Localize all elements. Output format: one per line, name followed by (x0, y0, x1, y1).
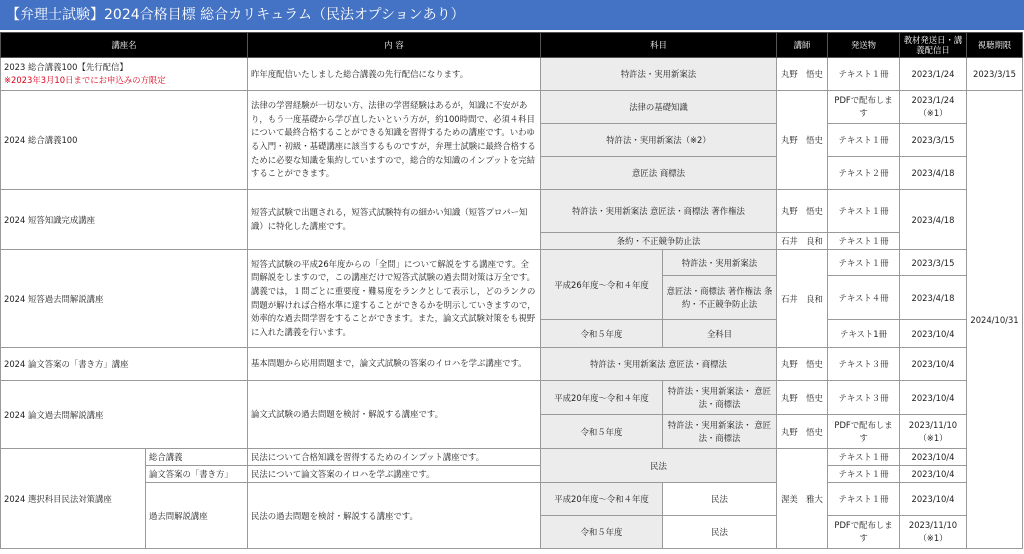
lecturer-cell: 石井 良和 (777, 250, 828, 348)
header-period: 視聴期限 (967, 33, 1023, 58)
material-cell: テキスト１冊 (828, 466, 900, 483)
period-cell: 2024/10/31 (967, 91, 1023, 549)
date-cell: 2023/1/24（※1） (900, 91, 967, 124)
course-description: 民法の過去問題を検討・解説する講座です。 (248, 483, 541, 549)
course-description: 基本問題から応用問題まで，論文式試験の答案のイロハを学ぶ講座です。 (248, 348, 541, 381)
curriculum-table (0, 32, 1023, 549)
course-name: 2024 選択科目民法対策講座 (1, 449, 146, 549)
sub-course-name: 過去問解説講座 (146, 483, 248, 549)
course-name: 2024 論文過去問解説講座 (1, 381, 248, 449)
material-cell: PDFで配布します (828, 91, 900, 124)
course-description: 民法について合格知識を習得するためのインプット講座です。 (248, 449, 541, 466)
material-cell: テキスト１冊 (828, 124, 900, 157)
course-description: 民法について論文答案のイロハを学ぶ講座です。 (248, 466, 541, 483)
material-cell: テキスト１冊 (828, 190, 900, 233)
subject-cell: 民法 (663, 516, 777, 549)
date-cell: 2023/3/15 (900, 250, 967, 276)
material-cell: テキスト１冊 (828, 483, 900, 516)
date-cell: 2023/10/4 (900, 348, 967, 381)
header-subject: 科目 (541, 33, 777, 58)
lecturer-cell: 丸野 悟史 (777, 190, 828, 233)
date-cell: 2023/10/4 (900, 381, 967, 415)
year-cell: 平成20年度～令和４年度 (541, 381, 663, 415)
sub-course-name: 総合講義 (146, 449, 248, 466)
header-lecturer: 講師 (777, 33, 828, 58)
material-cell: テキスト１冊 (828, 58, 900, 91)
date-cell: 2023/10/4 (900, 483, 967, 516)
material-cell: テキスト１冊 (828, 233, 900, 250)
course-description: 短答式試験の平成26年度からの「全問」について解説をする講座です。全問解説をしますので，この講座だけで短答式試験の過去問対策は万全です。講義では，１問ごとに重要度・難易度をランクとして表示し，どのランクの問題が解ければ合格水準に達することができるかを明示していきますので，効率的な過去問学習をすることができます。また，論文式試験対策をも視野に入れた講義を行います。 (248, 250, 541, 348)
subject-cell: 民法 (663, 483, 777, 516)
subject-cell: 法律の基礎知識 (541, 91, 777, 124)
course-name: 2024 論文答案の「書き方」講座 (1, 348, 248, 381)
lecturer-cell: 石井 良和 (777, 233, 828, 250)
course-description: 短答式試験で出題される，短答式試験特有の細かい知識（短答プロパー知識）に特化した講座です。 (248, 190, 541, 250)
date-cell: 2023/11/10（※1） (900, 516, 967, 549)
material-cell: PDFで配布します (828, 415, 900, 449)
course-description: 法律の学習経験が一切ない方、法律の学習経験はあるが，知識に不安があり，もう一度基礎から学び直したいという方が，約100時間で、必須４科目について最終合格することができる知識を習得するための講座です。いわゆる入門・初級・基礎講座に該当するものですが，弁理士試験に最終合格するために必要な知識を集約していますので，総合的な知識のインプットを完結することができます。 (248, 91, 541, 190)
date-cell: 2023/11/10（※1） (900, 415, 967, 449)
subject-cell: 民法 (541, 449, 777, 483)
lecturer-cell: 丸野 悟史 (777, 381, 828, 415)
course-title: 2023 総合講義100【先行配信】 (4, 62, 128, 73)
year-cell: 平成20年度～令和４年度 (541, 483, 663, 516)
header-dates: 教材発送日・講義配信日 (900, 33, 967, 58)
material-cell: テキスト３冊 (828, 381, 900, 415)
subject-cell: 特許法・実用新案法 意匠法・商標法 (541, 348, 777, 381)
sub-course-name: 論文答案の「書き方」 (146, 466, 248, 483)
material-cell: テキスト1冊 (828, 320, 900, 348)
date-cell: 2023/4/18 (900, 190, 967, 250)
subject-cell: 特許法・実用新案法（※2） (541, 124, 777, 157)
material-cell: テキスト２冊 (828, 157, 900, 190)
lecturer-cell: 丸野 悟史 (777, 348, 828, 381)
date-cell: 2023/10/4 (900, 466, 967, 483)
date-cell: 2023/10/4 (900, 449, 967, 466)
subject-cell: 意匠法・商標法 著作権法 条約・不正競争防止法 (663, 276, 777, 320)
course-name: 2024 総合講義100 (1, 91, 248, 190)
header-content: 内 容 (248, 33, 541, 58)
date-cell: 2023/4/18 (900, 157, 967, 190)
subject-cell: 特許法・実用新案法 意匠法・商標法 著作権法 (541, 190, 777, 233)
subject-cell: 全科目 (663, 320, 777, 348)
material-cell: テキスト１冊 (828, 250, 900, 276)
subject-cell: 特許法・実用新案法 (663, 250, 777, 276)
course-description: 論文式試験の過去問題を検討・解説する講座です。 (248, 381, 541, 449)
subject-cell: 条約・不正競争防止法 (541, 233, 777, 250)
lecturer-cell: 丸野 悟史 (777, 415, 828, 449)
date-cell: 2023/1/24 (900, 58, 967, 91)
year-cell: 令和５年度 (541, 516, 663, 549)
course-name: 2024 短答知識完成講座 (1, 190, 248, 250)
material-cell: テキスト４冊 (828, 276, 900, 320)
date-cell: 2023/10/4 (900, 320, 967, 348)
year-cell: 平成26年度～令和４年度 (541, 250, 663, 320)
date-cell: 2023/3/15 (900, 124, 967, 157)
date-cell: 2023/4/18 (900, 276, 967, 320)
subject-cell: 特許法・実用新案法・ 意匠法・商標法 (663, 415, 777, 449)
course-name (1, 58, 248, 91)
subject-cell: 意匠法 商標法 (541, 157, 777, 190)
course-description: 昨年度配信いたしました総合講義の先行配信になります。 (248, 58, 541, 91)
lecturer-cell: 丸野 悟史 (777, 58, 828, 91)
year-cell: 令和５年度 (541, 320, 663, 348)
subject-cell: 特許法・実用新案法・ 意匠法・商標法 (663, 381, 777, 415)
subject-cell: 特許法・実用新案法 (541, 58, 777, 91)
material-cell: PDFで配布します (828, 516, 900, 549)
course-note: ※2023年3月10日までにお申込みの方限定 (4, 75, 166, 85)
header-course: 講座名 (1, 33, 248, 58)
header-material: 発送物 (828, 33, 900, 58)
period-cell: 2023/3/15 (967, 58, 1023, 91)
material-cell: テキスト１冊 (828, 449, 900, 466)
year-cell: 令和５年度 (541, 415, 663, 449)
page-title: 【弁理士試験】2024合格目標 総合カリキュラム（民法オプションあり） (0, 0, 1024, 30)
lecturer-cell: 丸野 悟史 (777, 91, 828, 190)
course-name: 2024 短答過去問解説講座 (1, 250, 248, 348)
lecturer-cell: 渥美 雅大 (777, 449, 828, 549)
material-cell: テキスト３冊 (828, 348, 900, 381)
